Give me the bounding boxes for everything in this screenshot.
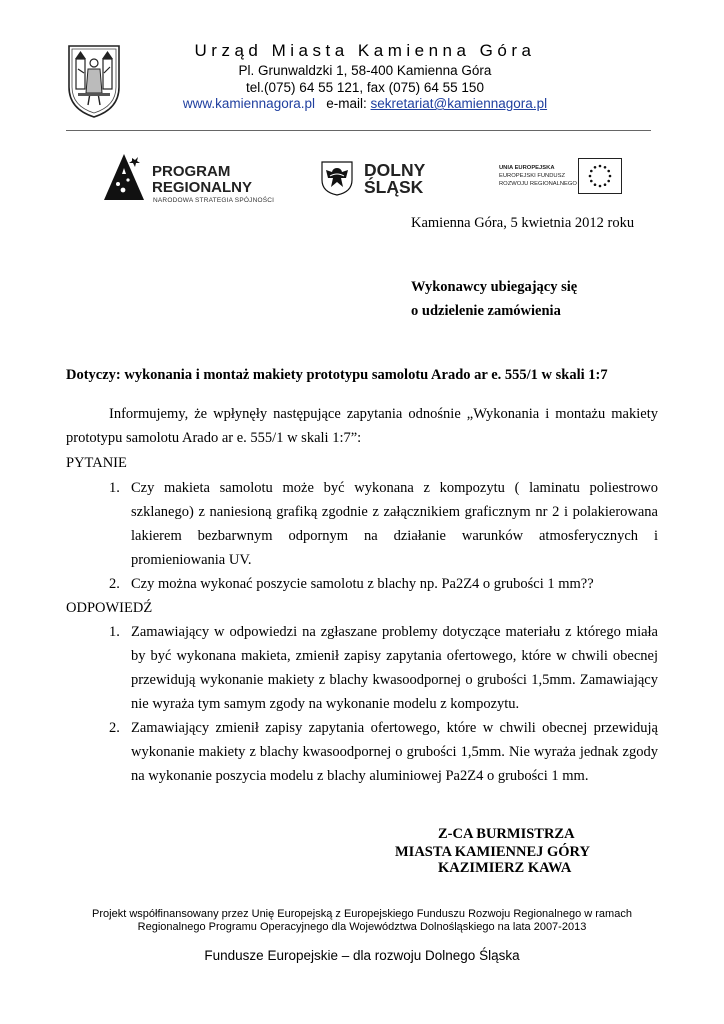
letter-subject: Dotyczy: wykonania i montaż makiety prototypu samolotu Arado ar e. 555/1 w skali 1:7 xyxy=(66,367,608,383)
eu-flag-icon xyxy=(578,158,622,194)
recipient-line1: Wykonawcy ubiegający się xyxy=(411,279,578,295)
letter-date: Kamienna Góra, 5 kwietnia 2012 roku xyxy=(411,215,635,231)
eu-logo-line3: ROZWOJU REGIONALNEGO xyxy=(499,181,577,187)
list-item xyxy=(66,620,658,716)
recipient-line2: o udzielenie zamówienia xyxy=(411,303,561,319)
item-text: Czy można wykonać poszycie samolotu z blachy np. Pa2Z4 o grubości 1 mm?? xyxy=(131,576,594,592)
eu-logo-line1: UNIA EUROPEJSKA xyxy=(499,165,555,171)
item-number: 2. xyxy=(109,576,120,592)
list-item xyxy=(66,572,658,596)
answers-list xyxy=(66,620,658,788)
funding-logos-strip xyxy=(96,144,628,210)
office-address: Pl. Grunwaldzki 1, 58-400 Kamienna Góra xyxy=(238,63,492,78)
footer-slogan: Fundusze Europejskie – dla rozwoju Dolnego Śląska xyxy=(204,948,520,963)
eu-logo-line2: EUROPEJSKI FUNDUSZ xyxy=(499,173,566,179)
list-item xyxy=(66,476,658,572)
office-phone: tel.(075) 64 55 121, fax (075) 64 55 150 xyxy=(246,80,484,95)
item-number: 1. xyxy=(109,480,120,496)
website-link[interactable]: www.kamiennagora.pl xyxy=(182,96,315,111)
program-regionalny-line1: PROGRAM xyxy=(152,163,231,180)
footer-cofinancing-line2: Regionalnego Programu Operacyjnego dla Województwa Dolnośląskiego na lata 2007-2013 xyxy=(137,921,587,933)
city-coat-of-arms-icon xyxy=(66,43,122,119)
email-link[interactable]: sekretariat@kamiennagora.pl xyxy=(370,96,548,111)
item-text: Zamawiający w odpowiedzi na zgłaszane problemy dotyczące materiału z którego miała by być wykonana makieta, zmienił zapisy zapytania ofertowego, które w chwili obecnej przewidują wykonanie makiety z blachy kwasoodpornej o grubości 1,5mm. Zamawiający nie wyraża tym samym zgody na wykonanie modelu z kompozytu. xyxy=(131,624,658,712)
office-name: Urząd Miasta Kamienna Góra xyxy=(194,41,536,60)
email-label: e-mail: xyxy=(326,96,367,111)
signature-name: KAZIMIERZ KAWA xyxy=(438,860,572,876)
item-number: 1. xyxy=(109,624,120,640)
questions-list xyxy=(66,476,658,596)
signature-office: MIASTA KAMIENNEJ GÓRY xyxy=(395,844,590,860)
office-contact-line xyxy=(130,96,600,111)
answers-heading: ODPOWIEDŹ xyxy=(66,600,153,616)
item-text: Czy makieta samolotu może być wykonana z kompozytu ( laminatu poliestrowo szklanego) z naniesioną grafiką zgodnie z załącznikiem graficznym nr 2 i polakierowana lakierem bezbarwnym odpornym na działanie warunków atmosferycznych i promieniowania UV. xyxy=(131,480,658,568)
intro-paragraph: Informujemy, że wpłynęły następujące zapytania odnośnie „Wykonania i montażu makiety prototypu samolotu Arado ar e. 555/1 w skali 1:7”: xyxy=(66,406,658,446)
header-divider xyxy=(66,130,651,131)
program-regionalny-line2: REGIONALNY xyxy=(152,179,253,196)
questions-heading: PYTANIE xyxy=(66,455,127,471)
dolny-slask-line1: DOLNY xyxy=(364,160,426,180)
dolny-slask-eagle-icon xyxy=(320,160,354,196)
dolny-slask-line2: ŚLĄSK xyxy=(364,177,424,197)
program-regionalny-subtitle: NARODOWA STRATEGIA SPÓJNOŚCI xyxy=(153,197,275,204)
footer-cofinancing-line1: Projekt współfinansowany przez Unię Europejską z Europejskiego Funduszu Rozwoju Regionalnego w ramach xyxy=(92,908,632,920)
item-number: 2. xyxy=(109,720,120,736)
list-item xyxy=(66,716,658,788)
program-regionalny-logo-icon xyxy=(102,150,146,204)
signature-title: Z-CA BURMISTRZA xyxy=(438,826,575,842)
item-text: Zamawiający zmienił zapisy zapytania ofertowego, które w chwili obecnej przewidują wykonanie makiety z blachy kwasoodpornej o grubości 1,5mm. Nie wyraża jednak zgody na wykonanie poszycia modelu z blachy aluminiowej Pa2Z4 o grubości 1 mm. xyxy=(131,720,658,784)
